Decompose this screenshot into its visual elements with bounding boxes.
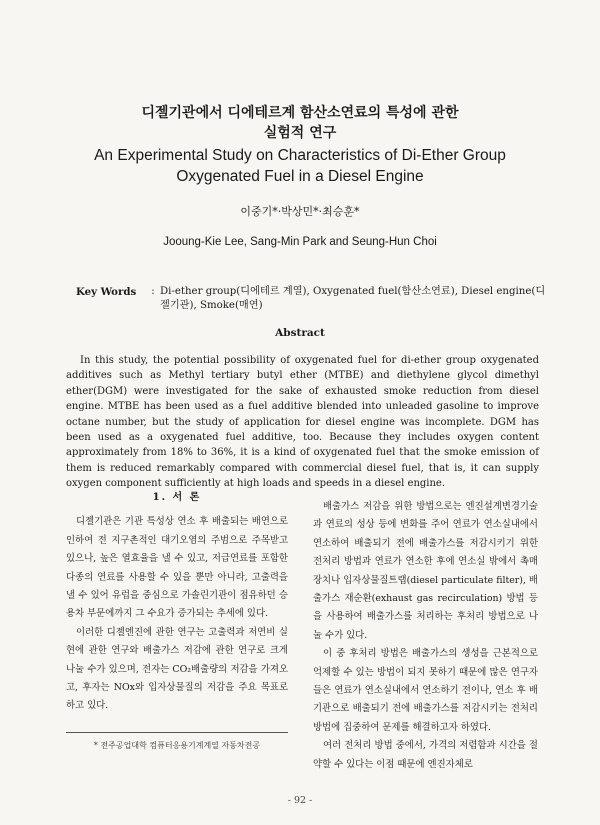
- authors-korean: 이중기*·박상민*·최승훈*: [240, 205, 360, 218]
- authors-english: Jooung-Kie Lee, Sang-Min Park and Seung-Hun Choi: [163, 236, 437, 248]
- section-heading-introduction: 1. 서 론: [152, 492, 202, 503]
- footnote-divider: [66, 732, 288, 733]
- english-title: [0, 145, 600, 187]
- intro-paragraph-1: 디젤기관은 기관 특성상 연소 후 배출되는 배연으로 인하여 전 지구촌적인 대기오염의 주범으로 주목받고 있으나, 높은 열효율을 낼 수 있고, 저급연료를 포함한 다종의 연료를 사용할 수 있을 뿐만 아니라, 고출력을 낼 수 있어 유럽을 중심으로 가솔린기관이 점유하던 승용차 부문에까지 그 수요가 증가되는 추세에 있다.: [66, 516, 288, 620]
- page-number: - 92 -: [287, 795, 313, 806]
- korean-title-line-2: 실험적 연구: [263, 125, 337, 141]
- keywords-separator: :: [151, 286, 155, 297]
- english-title-line-1: An Experimental Study on Characteristics of Di-Ether Group: [94, 147, 506, 164]
- left-column: [66, 489, 288, 716]
- keywords: [76, 285, 546, 313]
- keywords-label: Key Words: [76, 286, 137, 298]
- korean-title-line-1: 디젤기관에서 디에테르계 함산소연료의 특성에 관한: [141, 105, 459, 121]
- right-column: [313, 498, 538, 774]
- intro-paragraph-2: 이러한 디젤엔진에 관한 연구는 고출력과 저연비 실현에 관한 연구와 배출가스 저감에 관한 연구로 크게 나눌 수가 있으며, 전자는 CO₂배출량의 저감을 가져오고, 후자는 NOx와 입자상물질의 저감을 주요 목표로 하고 있다.: [66, 626, 288, 712]
- intro-paragraph-3: 배출가스 저감을 위한 방법으로는 엔진설계변경기술과 연료의 성상 등에 변화를 주어 연료가 연소실내에서 연소하여 배출되기 전에 배출가스를 저감시키기 위한 전처리 방법과 연료가 연소한 후에 연소실 밖에서 촉매장치나 입자상물질트랩(diesel particulate filter), 배출가스 재순환(exhaust gas recirculation) 방법 등을 사용하여 배출가스를 처리하는 후처리 방법으로 나눌 수가 있다.: [313, 501, 538, 641]
- footnote-affiliation: * 전주공업대학 컴퓨터응용기계계열 자동차전공: [93, 741, 261, 750]
- intro-paragraph-4: 이 중 후처리 방법은 배출가스의 생성을 근본적으로 억제할 수 있는 방법이 되지 못하기 때문에 많은 연구자들은 연료가 연소실내에서 연소하기 전이나, 연소 후 배기관으로 배출되기 전에 배출가스를 저감시키는 전처리 방법에 집중하여 문제를 해결하고자 하였다.: [313, 648, 538, 733]
- intro-paragraph-5: 여러 전처리 방법 중에서, 가격의 저렴함과 시간을 절약할 수 있다는 이점 때문에 엔진자체로: [313, 740, 538, 770]
- english-title-line-2: Oxygenated Fuel in a Diesel Engine: [176, 168, 424, 185]
- korean-title: [0, 103, 600, 143]
- keywords-text: Di-ether group(디에테르 계열), Oxygenated fuel(함산소연료), Diesel engine(디젤기관), Smoke(매연): [160, 286, 546, 311]
- abstract-body: In this study, the potential possibility of oxygenated fuel for di-ether group oxygenated additives such as Methyl tertiary butyl ether (MTBE) and diethylene glycol dimethyl ether(DGM) were investigated for the sake of exhausted smoke reduction from diesel engine. MTBE has been used as a fuel additive blended into unleaded gasoline to improve octane number, but the study of application for diesel engine was incomplete. DGM has been used as a oxygenated fuel additive, too. Because they includes oxygen content approximately from 18% to 36%, it is a kind of oxygenated fuel that the smoke emission of them is reduced remarkably compared with commercial diesel fuel, that is, it can supply oxygen component sufficiently at high loads and speeds in a diesel engine.: [66, 355, 539, 490]
- abstract-heading: Abstract: [275, 327, 325, 339]
